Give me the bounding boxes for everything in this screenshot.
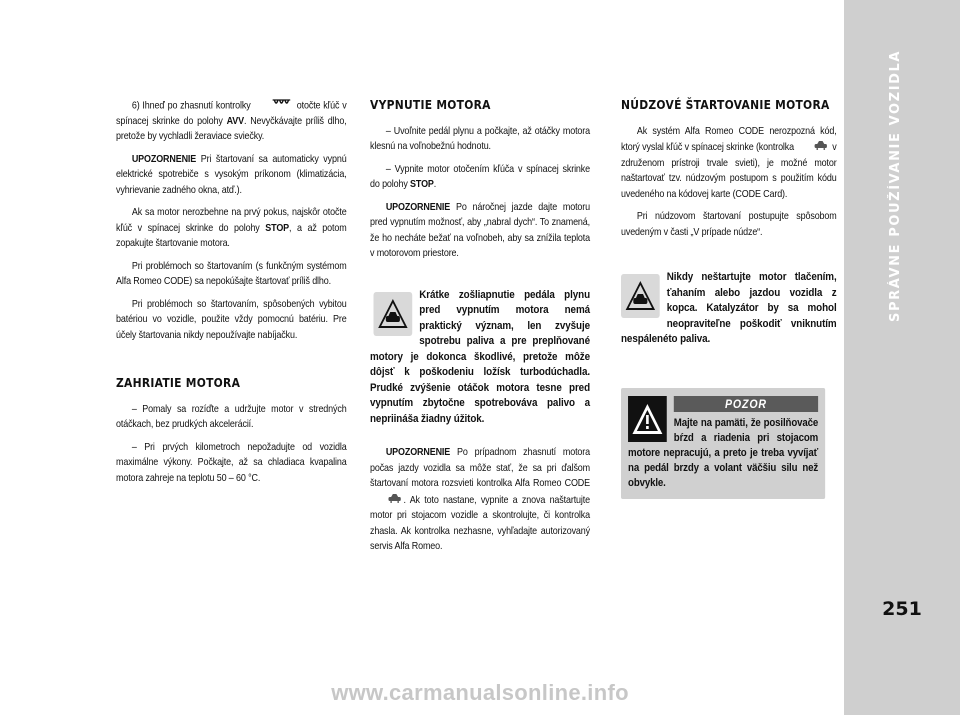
column-2	[370, 98, 590, 562]
paragraph-warmup-1: – Pomaly sa rozíďte a udržujte motor v stredných otáčkach, bez prudkých akcelerácií.	[116, 403, 347, 431]
paragraph-cooldown: UPOZORNENIE Po náročnej jazde dajte motoru pred vypnutím možnosť, aby „nabral dych“. To znamená, že ho necháte bežať na voľnobeh, aby sa znížila teplota v motorovom priestore.	[370, 201, 590, 259]
paragraph-release-pedal: – Uvoľnite pedál plynu a počkajte, až otáčky motora klesnú na voľnobežnú hodnotu.	[370, 125, 590, 152]
car-warning-icon	[621, 274, 660, 318]
column-1	[116, 98, 347, 493]
warning-block-throttle: Krátke zošliapnutie pedála plynu pred vypnutím motora nemá praktický význam, len zvyšuje spotrebu paliva a pre preplňované motory je dokonca škodlivé, pretože môže dôjsť k poškodeniu ložísk turbodúchadla. Prudké zvýšenie otáčok motora tesne pred vypnutím zbytočne spotrebováva palivo a nepriináša žiadny úžitok.	[370, 288, 590, 425]
glow-plug-icon	[256, 98, 291, 114]
chapter-sidebar	[844, 0, 960, 715]
watermark: www.carmanualsonline.info	[331, 680, 629, 705]
pozor-text: Majte na pamäti, že posilňovače bŕzd a riadenia pri stojacom motore nepracujú, a preto je treba vyvíjať na pedál brzdy a volant väčšiu silu než obvykle.	[628, 416, 819, 489]
paragraph-stall: UPOZORNENIE Po prípadnom zhasnutí motora počas jazdy vozidla sa môže stať, že sa pri ďalšom štartovaní motora rozsvieti kontrolka Alfa Romeo CODE . Ak toto nastane, vypnite a znova naštartujte motor pri stojacom vozidle a skontrolujte, či kontrolka zhasla. Ak kontrolka nezhasne, vyhľadajte autorizovaný servis Alfa Romeo.	[370, 447, 590, 552]
paragraph-turn-key: – Vypnite motor otočením kľúča v spínacej skrinke do polohy STOP.	[370, 163, 590, 190]
paragraph-warmup-2: – Pri prvých kilometroch nepožadujte od vozidla maximálne výkony. Počkajte, až sa chladiaca kvapalina motora zahreje na teplotu 50 – 60 °C.	[116, 441, 347, 484]
car-warning-icon	[374, 292, 413, 336]
paragraph-battery: Pri problémoch so štartovaním, spôsobených vybitou batériou vo vozidle, použite vždy pomocnú batériu. Pre účely štartovania nikdy nepoužívajte nabíjačku.	[116, 298, 347, 341]
heading-vypnutie: VYPNUTIE MOTORA	[370, 98, 491, 112]
chapter-title: SPRÁVNE POUŽÍVANIE VOZIDLA	[888, 49, 903, 322]
pozor-warning-box	[621, 388, 825, 499]
heading-zahriatie: ZAHRIATIE MOTORA	[116, 376, 241, 391]
code-car-icon	[372, 492, 402, 509]
paragraph-glow-plug: 6) Ihneď po zhasnutí kontrolky otočte kľúč v spínacej skrinke do polohy AVV. Nevyčkávajte príliš dlho, pretože by vychladli žeraviace sviečky.	[116, 98, 347, 145]
code-car-icon	[798, 139, 828, 156]
paragraph-emergency-procedure: Pri núdzovom štartovaní postupujte spôsobom uvedeným v časti „V prípade núdze“.	[621, 211, 837, 238]
column-3	[621, 98, 837, 499]
exclamation-triangle-icon	[628, 396, 667, 442]
paragraph-code-problems: Pri problémoch so štartovaním (s funkčným systémom Alfa Romeo CODE) sa nepokúšajte štartovať príliš dlho.	[116, 260, 347, 288]
page-number: 251	[882, 598, 922, 620]
warning-block-push-start: Nikdy neštartujte motor tlačením, ťahaním alebo jazdou vozidla z kopca. Katalyzátor by sa mohol neopraviteľne poškodiť vniknutím nespálenéto paliva.	[621, 271, 837, 345]
paragraph-auto-off: UPOZORNENIE Pri štartovaní sa automaticky vypnú elektrické spotrebiče s vysokým príkonom (klimatizácia, vyhrievanie zadného okna, atď.).	[116, 153, 347, 196]
paragraph-emergency-code: Ak systém Alfa Romeo CODE nerozpozná kód, ktorý vyslal kľúč v spínacej skrinke (kontrolka v združenom prístroji trvale svieti), je možné motor naštartovať tzv. núdzovým postupom s použitím kódu uvedeného na kódovej karte (CODE Card).	[621, 125, 837, 200]
pozor-label: POZOR	[674, 396, 818, 412]
paragraph-retry: Ak sa motor nerozbehne na prvý pokus, najskôr otočte kľúč v spínacej skrinke do polohy STOP, a až potom zopakujte štartovanie motora.	[116, 207, 347, 250]
heading-nudzove: NÚDZOVÉ ŠTARTOVANIE MOTORA	[621, 98, 830, 112]
